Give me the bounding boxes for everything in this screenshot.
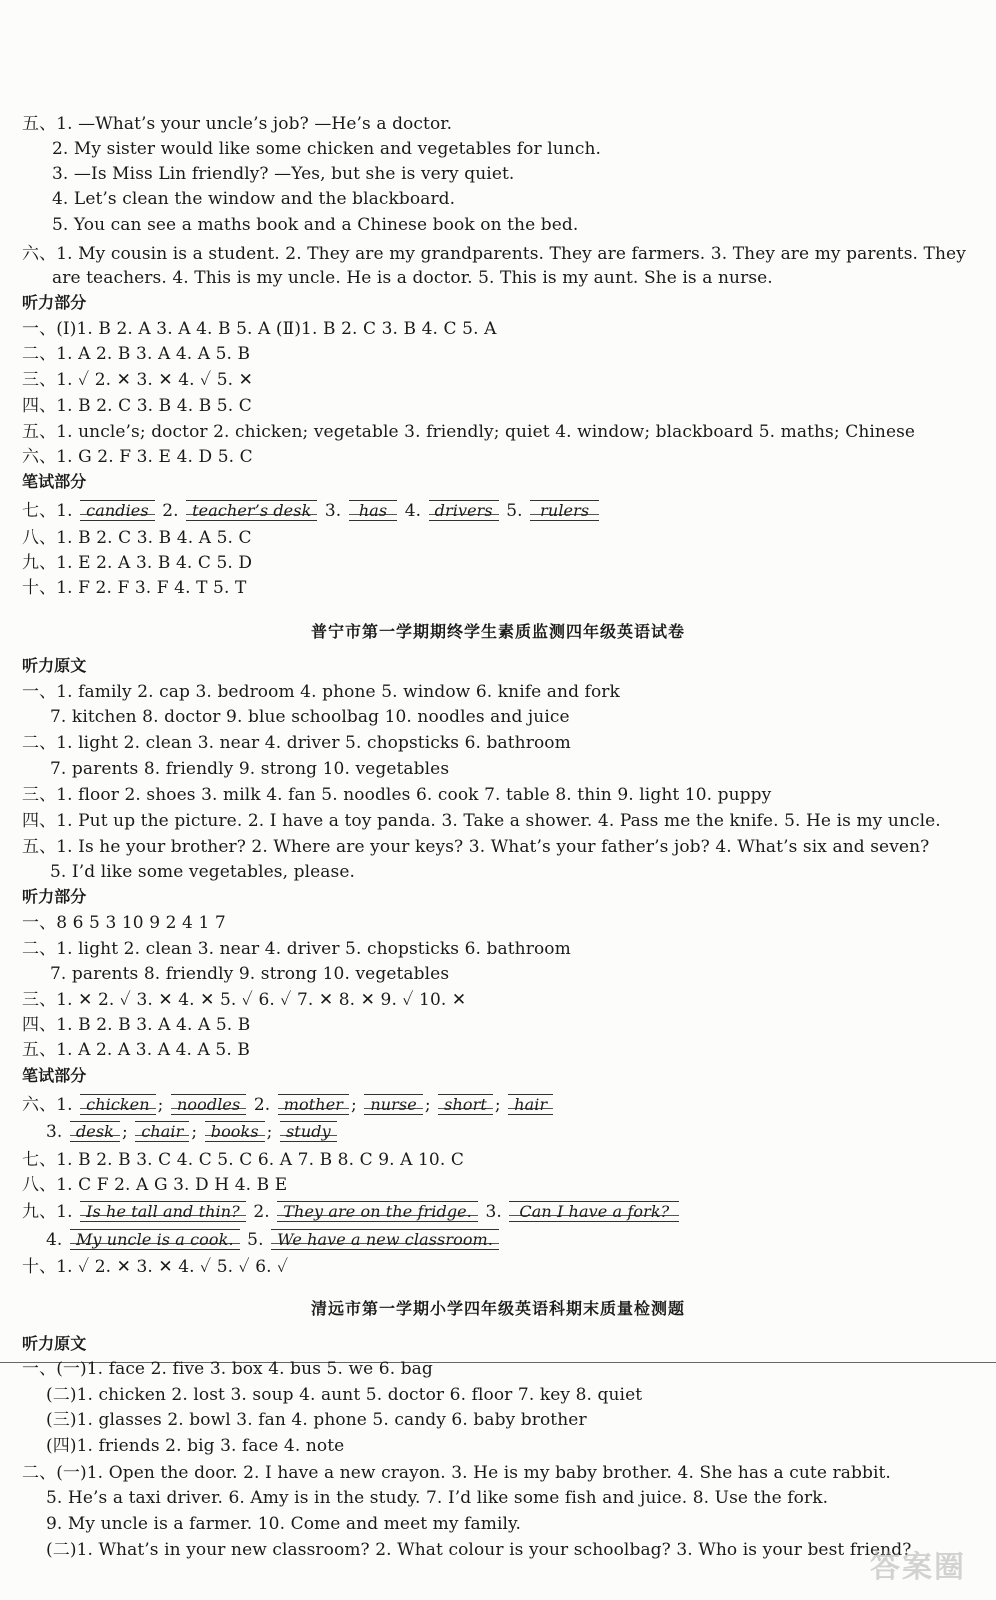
handwritten-answer: hair <box>508 1094 553 1115</box>
handwritten-answer: has <box>349 500 397 521</box>
handwritten-answer: Is he tall and thin? <box>80 1201 246 1222</box>
answer-line: 十、1. ✓ 2. ✕ 3. ✕ 4. ✓ 5. ✓ 6. ✓ <box>22 1257 289 1277</box>
section-heading: 笔试部分 <box>22 472 87 491</box>
answer-line: 七、1. B 2. B 3. C 4. C 5. C 6. A 7. B 8. C 9. A 10. C <box>22 1150 464 1170</box>
answer-line: 二、1. A 2. B 3. A 4. A 5. B <box>22 344 251 364</box>
question-number: 2. <box>162 501 179 521</box>
answer-line: 六、1. My cousin is a student. 2. They are my grandparents. They are farmers. 3. They are my parents. They <box>22 244 966 264</box>
section-heading: 听力原文 <box>22 656 87 675</box>
answer-line: 一、(Ⅰ)1. B 2. A 3. A 4. B 5. A (Ⅱ)1. B 2. C 3. B 4. C 5. A <box>22 319 497 339</box>
answer-line: 5. You can see a maths book and a Chinese book on the bed. <box>52 215 579 235</box>
answer-line: 五、1. Is he your brother? 2. Where are your keys? 3. What’s your father’s job? 4. What’s six and seven? <box>22 837 930 857</box>
handwritten-answer: study <box>280 1121 337 1142</box>
answer-line: (二)1. What’s in your new classroom? 2. What colour is your schoolbag? 3. Who is your best friend? <box>46 1540 912 1560</box>
answer-line: 3. —Is Miss Lin friendly? —Yes, but she is very quiet. <box>52 164 515 184</box>
handwritten-answer: mother <box>278 1094 349 1115</box>
question-number: 3. <box>485 1202 502 1222</box>
answer-line: 7. parents 8. friendly 9. strong 10. vegetables <box>50 964 450 984</box>
handwritten-answer: We have a new classroom. <box>271 1229 499 1250</box>
question-number: 3. <box>46 1122 63 1142</box>
answer-line: (二)1. chicken 2. lost 3. soup 4. aunt 5. doctor 6. floor 7. key 8. quiet <box>46 1385 643 1405</box>
answer-line-handwritten <box>22 1200 681 1224</box>
answer-line: 二、(一)1. Open the door. 2. I have a new crayon. 3. He is my baby brother. 4. She has a cute rabbit. <box>22 1463 891 1483</box>
handwritten-answer: My uncle is a cook. <box>70 1229 240 1250</box>
answer-line-handwritten: 六、1. chicken ; noodles 2. mother ; nurse ; short ; hair <box>22 1093 555 1117</box>
answer-line: 2. My sister would like some chicken and vegetables for lunch. <box>52 139 602 159</box>
answer-line: 一、1. family 2. cap 3. bedroom 4. phone 5. window 6. knife and fork <box>22 682 620 702</box>
answer-line: 一、8 6 5 3 10 9 2 4 1 7 <box>22 913 226 933</box>
handwritten-answer: noodles <box>171 1094 246 1115</box>
answer-line: are teachers. 4. This is my uncle. He is a doctor. 5. This is my aunt. She is a nurse. <box>52 268 773 288</box>
handwritten-answer: They are on the fridge. <box>277 1201 478 1222</box>
answer-line: 9. My uncle is a farmer. 10. Come and meet my family. <box>46 1514 521 1534</box>
answer-line: 三、1. floor 2. shoes 3. milk 4. fan 5. noodles 6. cook 7. table 8. thin 9. light 10. puppy <box>22 785 772 805</box>
answer-line: 7. parents 8. friendly 9. strong 10. vegetables <box>50 759 450 779</box>
answer-line: 五、1. —What’s your uncle’s job? —He’s a doctor. <box>22 114 453 134</box>
answer-line: 五、1. uncle’s; doctor 2. chicken; vegetable 3. friendly; quiet 4. window; blackboard 5. maths; Chinese <box>22 422 916 442</box>
section-heading: 笔试部分 <box>22 1066 87 1085</box>
question-number: 七、1. <box>22 501 73 521</box>
answer-line-handwritten <box>46 1228 501 1252</box>
question-number: 2. <box>253 1095 271 1115</box>
answer-line-handwritten: 3. desk ; chair ; books ; study <box>46 1120 339 1144</box>
answer-line: 二、1. light 2. clean 3. near 4. driver 5. chopsticks 6. bathroom <box>22 939 571 959</box>
section-heading: 听力部分 <box>22 293 87 312</box>
question-number: 六、1. <box>22 1095 73 1115</box>
question-number: 5. <box>247 1230 264 1250</box>
answer-line: 六、1. G 2. F 3. E 4. D 5. C <box>22 447 253 467</box>
answer-line-handwritten <box>22 499 601 523</box>
handwritten-answer: drivers <box>429 500 499 521</box>
handwritten-answer: books <box>205 1121 265 1142</box>
handwritten-answer: short <box>438 1094 493 1115</box>
watermark-logo: 答案圈 <box>870 1550 966 1585</box>
handwritten-answer: chicken <box>80 1094 156 1115</box>
answer-line: 4. Let’s clean the window and the blackboard. <box>52 189 456 209</box>
answer-line: 九、1. E 2. A 3. B 4. C 5. D <box>22 553 253 573</box>
question-number: 九、1. <box>22 1202 73 1222</box>
question-number: 5. <box>506 501 523 521</box>
answer-line: 三、1. ✕ 2. ✓ 3. ✕ 4. ✕ 5. ✓ 6. ✓ 7. ✕ 8. ✕ 9. ✓ 10. ✕ <box>22 990 467 1010</box>
answer-line: 5. He’s a taxi driver. 6. Amy is in the study. 7. I’d like some fish and juice. 8. Use the fork. <box>46 1488 829 1508</box>
section-heading: 听力原文 <box>22 1334 87 1353</box>
answer-line: 四、1. B 2. B 3. A 4. A 5. B <box>22 1015 251 1035</box>
question-number: 2. <box>253 1202 270 1222</box>
answer-line: 八、1. B 2. C 3. B 4. A 5. C <box>22 528 252 548</box>
exam-title: 清远市第一学期小学四年级英语科期末质量检测题 <box>310 1299 685 1318</box>
handwritten-answer: candies <box>80 500 155 521</box>
answer-line: 三、1. ✓ 2. ✕ 3. ✕ 4. ✓ 5. ✕ <box>22 370 253 390</box>
handwritten-answer: nurse <box>364 1094 422 1115</box>
handwritten-answer: rulers <box>530 500 599 521</box>
answer-line: 八、1. C F 2. A G 3. D H 4. B E <box>22 1175 288 1195</box>
answer-line: 二、1. light 2. clean 3. near 4. driver 5. chopsticks 6. bathroom <box>22 733 571 753</box>
answer-line: 十、1. F 2. F 3. F 4. T 5. T <box>22 578 247 598</box>
handwritten-answer: Can I have a fork? <box>509 1201 679 1222</box>
question-number: 4. <box>404 501 422 521</box>
answer-line: (四)1. friends 2. big 3. face 4. note <box>46 1436 345 1456</box>
answer-line: 一、(一)1. face 2. five 3. box 4. bus 5. we 6. bag <box>22 1359 433 1379</box>
answer-line: 四、1. B 2. C 3. B 4. B 5. C <box>22 396 252 416</box>
answer-line: 7. kitchen 8. doctor 9. blue schoolbag 10. noodles and juice <box>50 707 570 727</box>
answer-line: 5. I’d like some vegetables, please. <box>50 862 356 882</box>
handwritten-answer: chair <box>135 1121 189 1142</box>
handwritten-answer: teacher’s desk <box>186 500 317 521</box>
answer-line: 四、1. Put up the picture. 2. I have a toy panda. 3. Take a shower. 4. Pass me the knife. 5. He is my uncle. <box>22 811 941 831</box>
answer-line: 五、1. A 2. A 3. A 4. A 5. B <box>22 1040 250 1060</box>
exam-title: 普宁市第一学期期终学生素质监测四年级英语试卷 <box>310 622 685 641</box>
section-heading: 听力部分 <box>22 887 87 906</box>
question-number: 4. <box>46 1230 63 1250</box>
handwritten-answer: desk <box>70 1121 120 1142</box>
question-number: 3. <box>324 501 342 521</box>
answer-line: (三)1. glasses 2. bowl 3. fan 4. phone 5. candy 6. baby brother <box>46 1410 587 1430</box>
